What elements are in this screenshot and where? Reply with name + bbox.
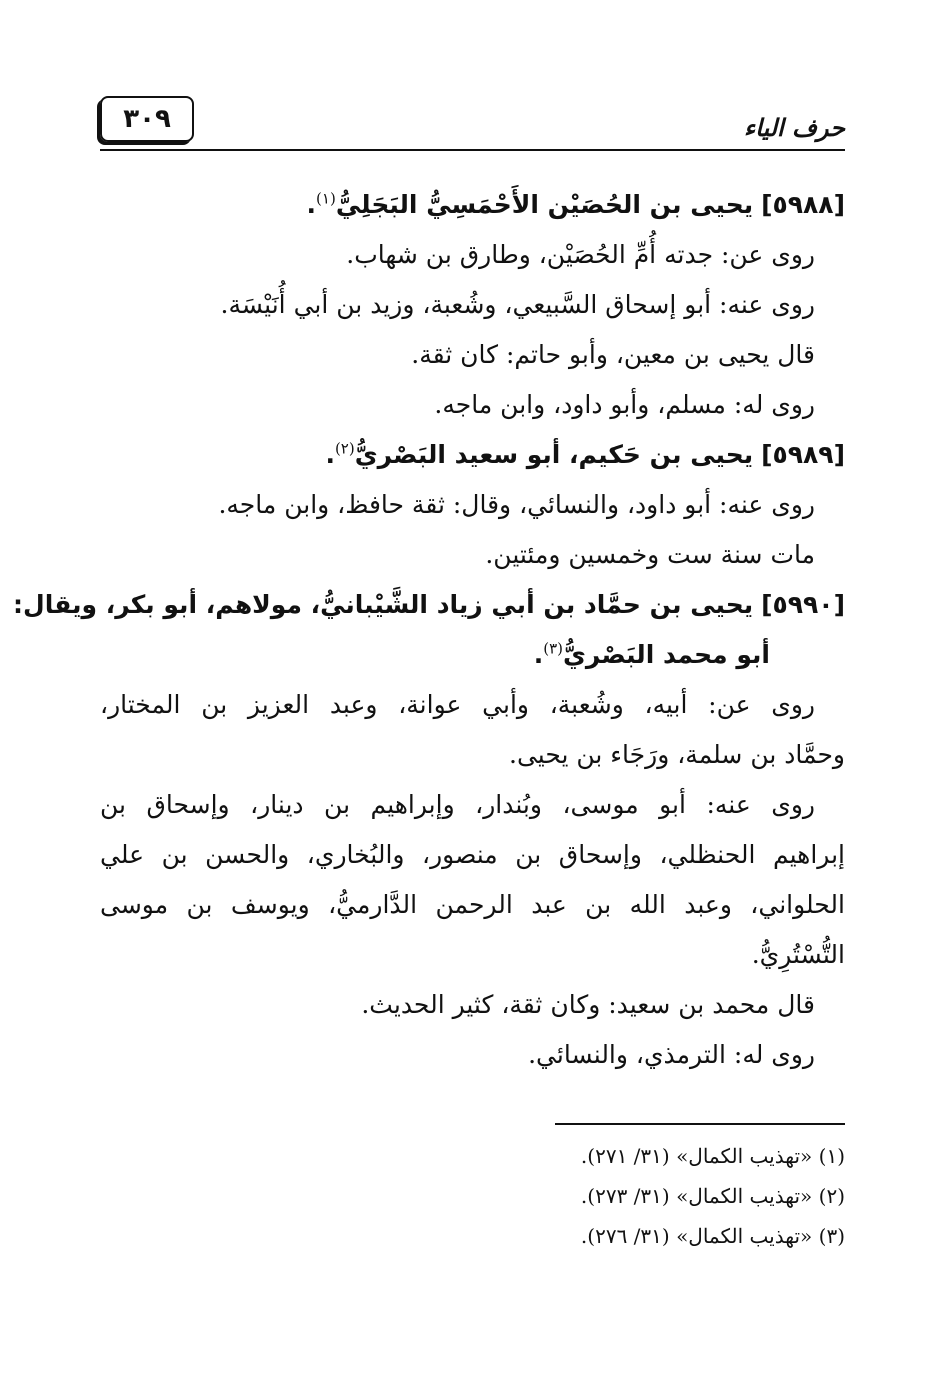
text-line: التُّسْتُرِيُّ. (751, 940, 845, 969)
entry-name: يحيى بن حَكيم، أبو سعيد البَصْريُّ (354, 440, 754, 469)
entry-end: . (325, 440, 335, 469)
page-header (100, 92, 845, 152)
text-line: قال يحيى بن معين، وأبو حاتم: كان ثقة. (411, 340, 815, 369)
entry-heading (100, 180, 845, 230)
text-line: روى عنه: أبو موسى، وبُندار، وإبراهيم بن دينار، وإسحاق بن (100, 790, 815, 819)
footnote: (٢) «تهذيب الكمال» (٣١/ ٢٧٣). (580, 1184, 845, 1208)
entry-name: أبو محمد البَصْريُّ (563, 640, 770, 669)
running-title: حرف الياء (743, 114, 845, 142)
header-rule (100, 149, 845, 151)
entry-number: [٥٩٨٩] (761, 440, 845, 469)
footnote-marker: (٢) (334, 439, 355, 458)
entry-name: يحيى بن الحُصَيْن الأَحْمَسِيُّ البَجَلِيُّ (335, 190, 754, 219)
text-line: وحمَّاد بن سلمة، ورَجَاء بن يحيى. (509, 740, 845, 769)
text-line: مات سنة ست وخمسين ومئتين. (485, 540, 815, 569)
text-line: روى له: مسلم، وأبو داود، وابن ماجه. (434, 390, 815, 419)
text-line: قال محمد بن سعيد: وكان ثقة، كثير الحديث. (361, 990, 815, 1019)
entry-number: [٥٩٨٨] (761, 190, 845, 219)
text-line: روى عنه: أبو داود، والنسائي، وقال: ثقة حافظ، وابن ماجه. (218, 490, 815, 519)
entry-end: . (533, 640, 544, 669)
text-line: روى له: الترمذي، والنسائي. (528, 1040, 815, 1069)
entry-number: [٥٩٩٠] (761, 590, 845, 619)
text-line: روى عنه: أبو إسحاق السَّبيعي، وشُعبة، وزيد بن أبي أُنَيْسَة. (220, 290, 815, 319)
footnote: (١) «تهذيب الكمال» (٣١/ ٢٧١). (580, 1144, 845, 1168)
footnote-marker: (٣) (543, 639, 563, 658)
footnote-marker: (١) (316, 189, 336, 208)
main-text (13, 180, 845, 1080)
entry-name: يحيى بن حمَّاد بن أبي زياد الشَّيْبانيُّ، مولاهم، أبو بكر، ويقال: (13, 590, 754, 619)
text-line: الحلواني، وعبد الله بن عبد الرحمن الدَّارميُّ، ويوسف بن موسى (100, 890, 845, 919)
text-line: روى عن: أبيه، وشُعبة، وأبي عوانة، وعبد العزيز بن المختار، (100, 690, 815, 719)
entry-heading (13, 580, 845, 630)
footnotes (345, 1136, 845, 1256)
footnote-rule (555, 1123, 845, 1125)
text-line: إبراهيم الحنظلي، وإسحاق بن منصور، والبُخاري، والحسن بن علي (100, 840, 845, 869)
text-line: روى عن: جدته أُمِّ الحُصَيْن، وطارق بن شهاب. (346, 240, 815, 269)
page-number: ٣٠٩ (100, 96, 194, 142)
entry-heading (100, 430, 845, 480)
entry-heading (100, 630, 845, 680)
footnote: (٣) «تهذيب الكمال» (٣١/ ٢٧٦). (580, 1224, 845, 1248)
entry-end: . (306, 190, 317, 219)
